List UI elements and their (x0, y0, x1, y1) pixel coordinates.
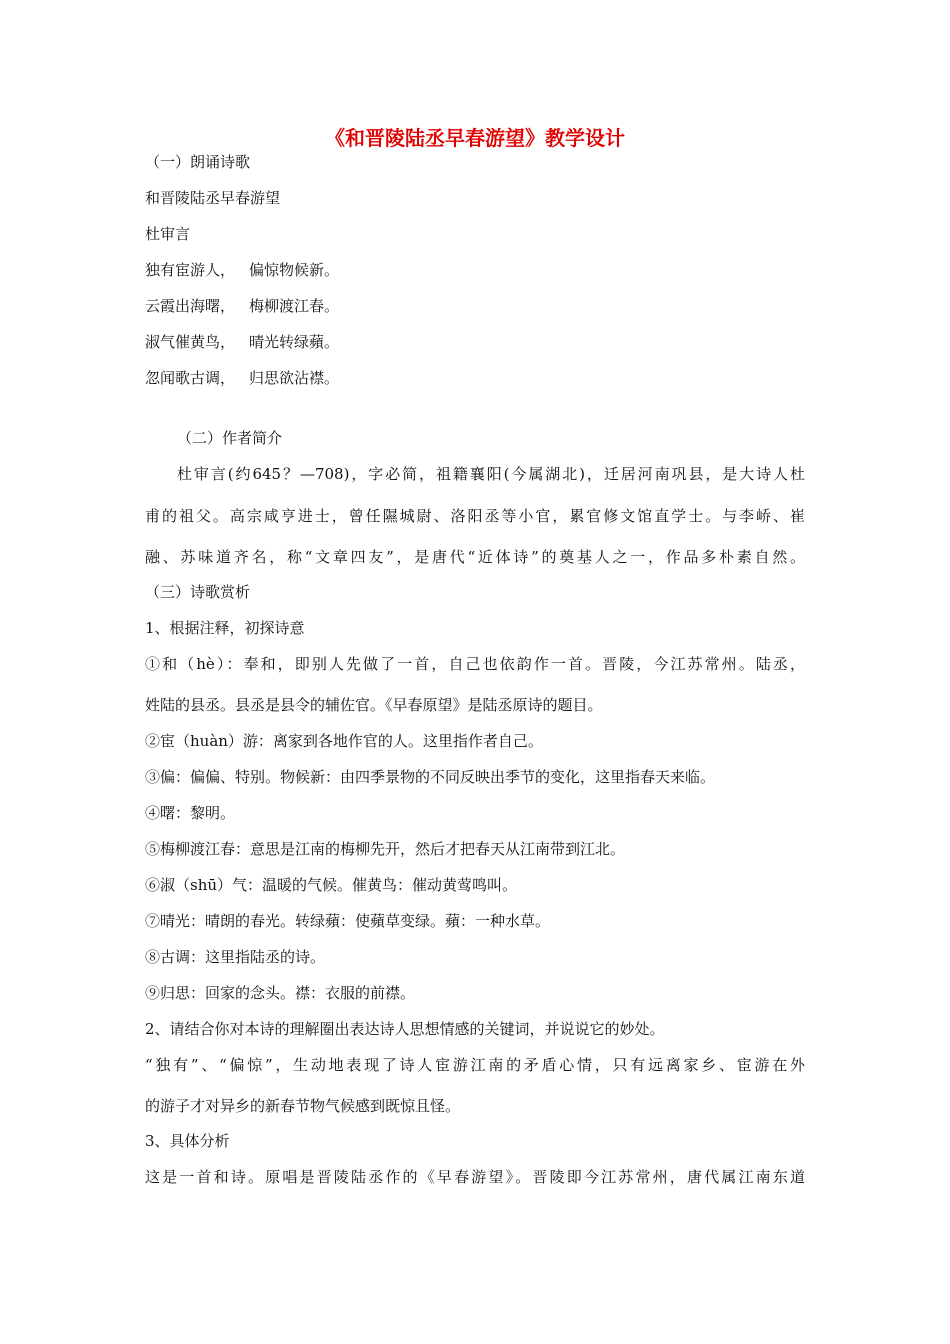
poem-title: 和晋陵陆丞早春游望 (145, 189, 281, 207)
analysis-line: 这是一首和诗。原唱是晋陵陆丞作的《早春游望》。晋陵即今江苏常州，唐代属江南东道 (145, 1168, 805, 1186)
question-2: 2、请结合你对本诗的理解圈出表达诗人思想情感的关键词，并说说它的妙处。 (145, 1020, 665, 1038)
note-line: ⑥淑（shū）气：温暖的气候。催黄鸟：催动黄莺鸣叫。 (145, 876, 518, 894)
answer-line: “独有”、“偏惊”，生动地表现了诗人宦游江南的矛盾心情，只有远离家乡、宦游在外 (145, 1056, 805, 1074)
note-line: ⑨归思：回家的念头。襟：衣服的前襟。 (145, 984, 416, 1002)
poem-author: 杜审言 (145, 225, 191, 243)
note-line: ④曙：黎明。 (145, 804, 236, 822)
section-heading-appreciation: （三）诗歌赏析 (145, 583, 251, 601)
question-3: 3、具体分析 (145, 1132, 230, 1150)
question-1: 1、根据注释，初探诗意 (145, 619, 305, 637)
note-line: ⑧古调：这里指陆丞的诗。 (145, 948, 326, 966)
poem-line: 云霞出海曙， 梅柳渡江春。 (145, 297, 340, 315)
note-line: ③偏：偏偏、特别。物候新：由四季景物的不同反映出季节的变化，这里指春天来临。 (145, 768, 716, 786)
note-line: 姓陆的县丞。县丞是县令的辅佐官。《早春原望》是陆丞原诗的题目。 (145, 696, 603, 714)
author-bio-line: 甫的祖父。高宗咸亨进士，曾任隰城尉、洛阳丞等小官，累官修文馆直学士。与李峤、崔 (145, 507, 805, 525)
note-line: ⑦晴光：晴朗的春光。转绿蘋：使蘋草变绿。蘋：一种水草。 (145, 912, 551, 930)
section-heading-recite: （一）朗诵诗歌 (145, 153, 251, 171)
author-bio-line: 融、苏味道齐名，称“文章四友”，是唐代“近体诗”的奠基人之一，作品多朴素自然。 (145, 548, 805, 566)
document-title: 《和晋陵陆丞早春游望》教学设计 (325, 126, 625, 150)
note-line: ①和（hè）：奉和，即别人先做了一首，自己也依韵作一首。晋陵，今江苏常州。陆丞， (145, 655, 805, 673)
author-bio-line: 杜审言(约645？—708)，字必简，祖籍襄阳(今属湖北)，迁居河南巩县，是大诗人杜 (177, 465, 805, 483)
answer-line: 的游子才对异乡的新春节物气候感到既惊且怪。 (145, 1097, 461, 1115)
note-line: ⑤梅柳渡江春：意思是江南的梅柳先开，然后才把春天从江南带到江北。 (145, 840, 626, 858)
poem-line: 淑气催黄鸟， 晴光转绿蘋。 (145, 333, 340, 351)
poem-line: 忽闻歌古调， 归思欲沾襟。 (145, 369, 340, 387)
note-line: ②宦（huàn）游：离家到各地作官的人。这里指作者自己。 (145, 732, 543, 750)
section-heading-author: （二）作者简介 (177, 429, 283, 447)
poem-line: 独有宦游人， 偏惊物候新。 (145, 261, 340, 279)
